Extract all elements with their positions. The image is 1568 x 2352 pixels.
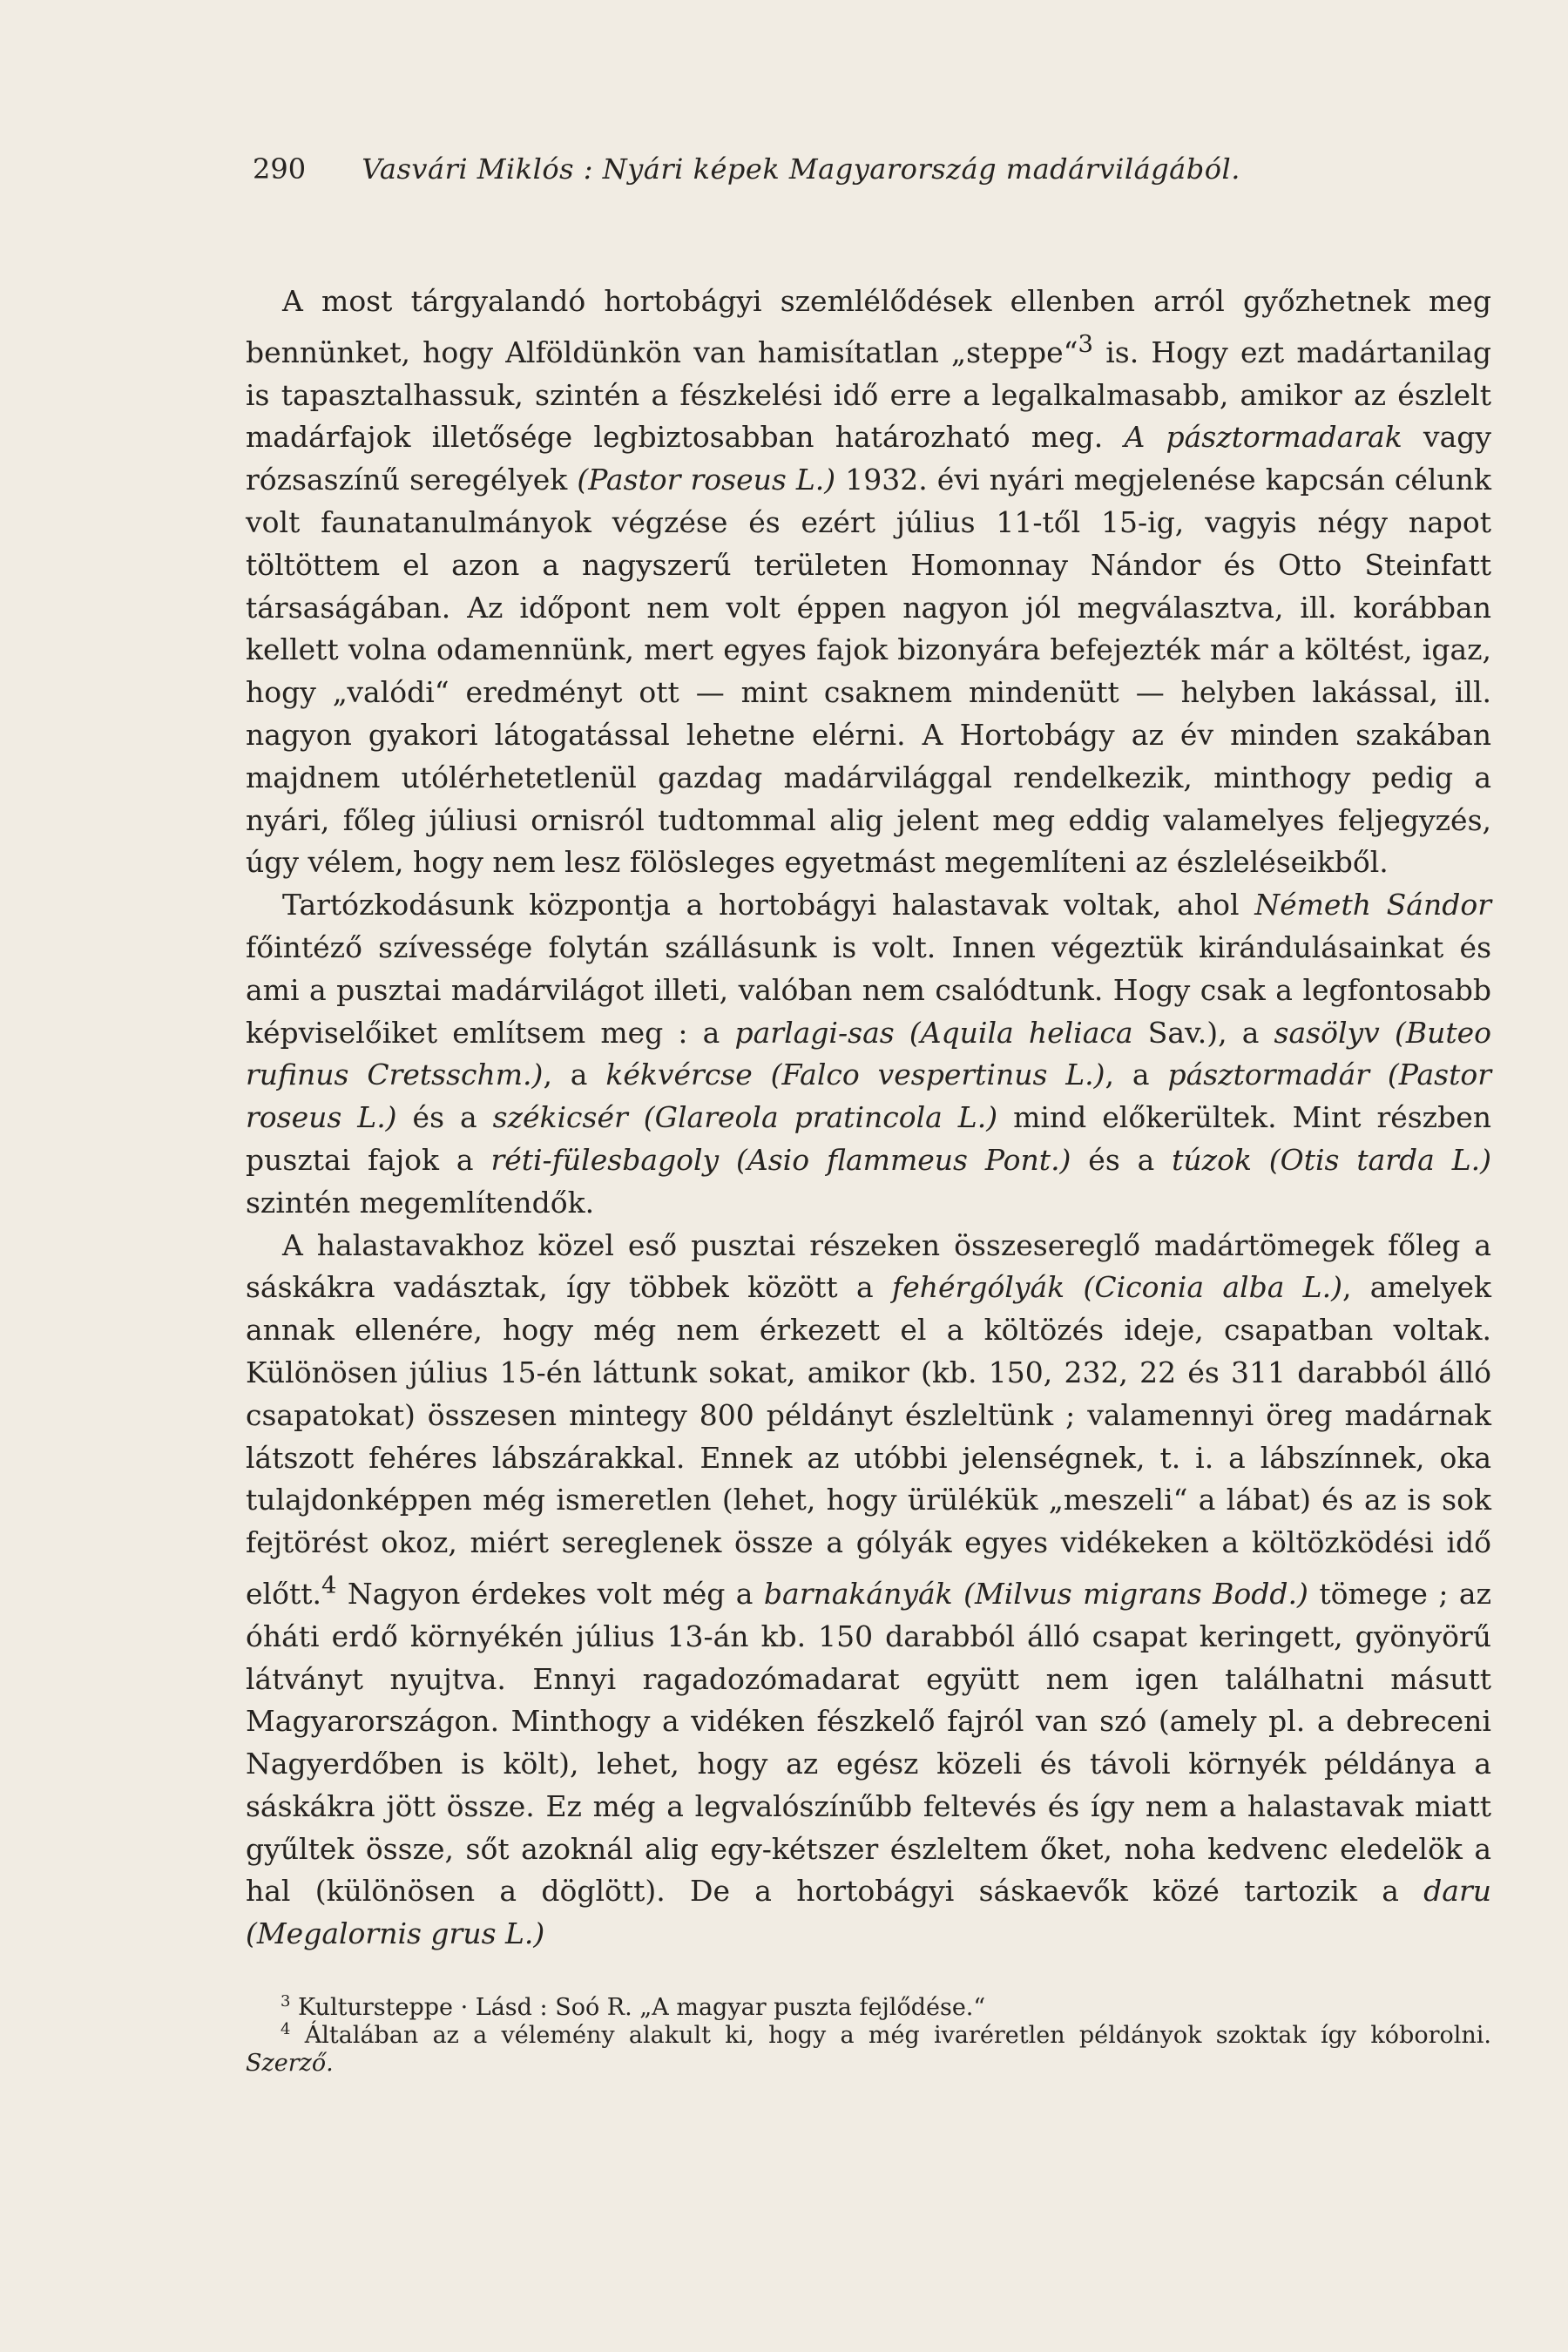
italic-text: Szerző.: [246, 2050, 334, 2077]
text-run: és a: [1071, 1142, 1173, 1177]
footnote-mark: 4: [280, 2020, 291, 2038]
text-run: , amelyek annak ellenére, hogy még nem érkezett el a költözés ideje, csapatban voltak. Különösen július 15-én láttunk sokat, amikor (kb. 150, 232, 22 és 311 darabból álló csapatokat) összesen mintegy 800 példányt észleltünk ; valamennyi öreg madárnak látszott fehéres lábszárakkal. Ennek az utóbbi jelenségnek, t. i. a lábszínnek, oka tulajdonképpen még ismeretlen (lehet, hogy ürülékük „meszeli“ a lábat) és az is sok fejtörést okoz, miért sereglenek össze a gólyák egyes vidékeken a költözködési idő előtt.: [246, 1270, 1492, 1611]
italic-text: kékvércse (Falco vespertinus L.): [605, 1058, 1105, 1092]
italic-text: fehérgólyák (Ciconia alba L.): [892, 1270, 1342, 1305]
text-run: , a: [1105, 1058, 1168, 1092]
footnote-mark: 3: [280, 1992, 291, 2011]
paragraph: [246, 1225, 1491, 1957]
italic-text: (Pastor roseus L.): [577, 463, 836, 497]
italic-text: barnakányák (Milvus migrans Bodd.): [763, 1576, 1308, 1611]
footnote-ref: 3: [1078, 329, 1094, 358]
footnotes: [246, 1994, 1491, 2078]
footnote: [246, 2022, 1491, 2078]
text-run: Tartózkodásunk központja a hortobágyi halastavak voltak, ahol: [282, 888, 1255, 923]
text-run: 1932. évi nyári megjelenése kapcsán célunk volt faunatanulmányok végzése és ezért július 11-től 15-ig, vagyis négy napot töltöttem el azon a nagyszerű területen Homonnay Nándor és Otto Steinfatt társaságában. Az időpont nem volt éppen nagyon jól megválasztva, ill. korábban kellett volna odamennünk, mert egyes fajok bizonyára befejezték már a költést, igaz, hogy „valódi“ eredményt ott — mint csaknem mindenütt — helyben lakással, ill. nagyon gyakori látogatással lehetne elérni. A Hortobágy az év minden szakában majdnem utólérhetetlenül gazdag madárvilággal rendelkezik, minthogy pedig a nyári, főleg júliusi ornisról tudtommal alig jelent meg eddig valamelyes feljegyzés, úgy vélem, hogy nem lesz fölösleges egyetmást megemlíteni az észleléseikből.: [246, 463, 1491, 880]
text-run: is. Hogy ezt madártanilag is tapasztalhassuk, szintén a fészkelési idő erre a legalkalmasabb, amikor az észlelt madárfajok illetősége legbiztosabban határozható meg.: [246, 335, 1491, 455]
paragraph: [246, 884, 1491, 1224]
text-run: Nagyon érdekes volt még a: [336, 1576, 764, 1611]
running-head: [253, 152, 1240, 186]
italic-text: székicsér (Glareola pratincola L.): [492, 1100, 998, 1135]
text-run: A halastavakhoz közel eső pusztai részeken összesereglő madártömegek főleg a sáskákra vadásztak, így többek között a: [246, 1227, 1491, 1305]
italic-text: parlagi-sas (Aquila heliaca: [734, 1015, 1133, 1050]
italic-text: pásztormadár (Pastor roseus L.): [246, 1058, 1491, 1135]
footnote-ref: 4: [321, 1571, 337, 1599]
text-run: tömege ; az óháti erdő környékén július 13-án kb. 150 darabból álló csapat keringett, gyönyörű látványt nyujtva. Ennyi ragadozómadarat együtt nem igen találhatni másutt Magyarországon. Minthogy a vidéken fészkelő fajról van szó (amely pl. a debreceni Nagyerdőben is költ), lehet, hogy az egész közeli és távoli környék példánya a sáskákra jött össze. Ez még a legvalószínűbb feltevés és így nem a halastavak miatt gyűltek össze, sőt azoknál alig egy-kétszer észleltem őket, noha kedvenc eledelök a hal (különösen a döglött). De a hortobágyi sáskaevők közé tartozik a: [246, 1576, 1491, 1909]
running-title: Vasvári Miklós : Nyári képek Magyarország madárvilágából.: [362, 152, 1240, 186]
text-run: Sav.), a: [1132, 1015, 1274, 1050]
body-text: [246, 280, 1491, 1956]
italic-text: túzok (Otis tarda L.): [1172, 1142, 1491, 1177]
text-run: , a: [543, 1058, 606, 1092]
italic-text: réti-fülesbagoly (Asio flammeus Pont.): [490, 1142, 1071, 1177]
text-run: mind előkerültek. Mint részben pusztai fajok a: [246, 1100, 1491, 1177]
text-run: főintéző szívessége folytán szállásunk is volt. Innen végeztük kirándulásainkat és ami a pusztai madárvilágot illeti, valóban nem csalódtunk. Hogy csak a legfontosabb képviselőiket említsem meg : a: [246, 929, 1491, 1050]
paragraph: [246, 280, 1491, 884]
text-run: Kultursteppe · Lásd : Soó R. „A magyar puszta fejlődése.“: [298, 1994, 986, 2021]
italic-text: Németh Sándor: [1254, 888, 1491, 923]
text-run: szintén megemlítendők.: [246, 1185, 595, 1220]
italic-text: sasölyv (Buteo rufinus Cretsschm.): [246, 1015, 1491, 1092]
text-run: vagy rózsaszínű seregélyek: [246, 420, 1492, 497]
italic-text: daru (Megalornis grus L.): [246, 1874, 1491, 1951]
text-run: és a: [396, 1100, 493, 1135]
page-number: 290: [253, 152, 307, 186]
footnote: [246, 1994, 1491, 2022]
text-run: A most tárgyalandó hortobágyi szemlélődések ellenben arról győzhetnek meg bennünket, hogy Alföldünkön van hamisítatlan „steppe“: [246, 284, 1491, 369]
italic-text: A pásztormadarak: [1124, 420, 1402, 455]
text-run: Általában az a vélemény alakult ki, hogy a még ivaréretlen példányok szoktak így kóborolni.: [304, 2022, 1491, 2049]
